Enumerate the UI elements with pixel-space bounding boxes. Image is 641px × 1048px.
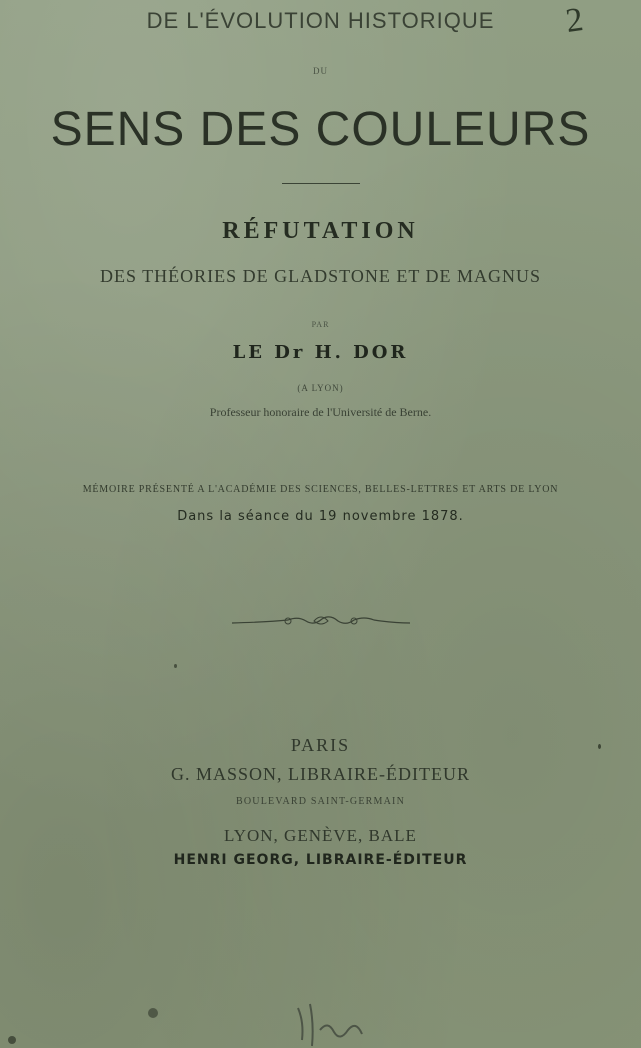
- author-name: LE Dr H. DOR: [232, 342, 409, 363]
- ornament-divider: [228, 612, 414, 630]
- ink-speck: [8, 1036, 16, 1044]
- publisher-city: PARIS: [290, 735, 351, 755]
- par-label: PAR: [311, 320, 330, 329]
- ink-speck: [148, 1008, 158, 1018]
- publisher-georg: HENRI GEORG, LIBRAIRE-ÉDITEUR: [173, 852, 468, 868]
- main-title: SENS DES COULEURS: [50, 103, 591, 156]
- handwritten-signature: [258, 1000, 388, 1048]
- title-rule-divider: [282, 183, 360, 184]
- author-location: (A LYON): [297, 383, 344, 393]
- du-label: DU: [313, 66, 328, 76]
- top-title: DE L'ÉVOLUTION HISTORIQUE: [146, 8, 495, 33]
- seance-line: Dans la séance du 19 novembre 1878.: [177, 509, 464, 524]
- ink-speck: [598, 744, 601, 749]
- memoire-line: MÉMOIRE PRÉSENTÉ A L'ACADÉMIE DES SCIENCES, BELLES-LETTRES ET ARTS DE LYON: [82, 484, 559, 495]
- ink-speck: [174, 664, 177, 668]
- page-number: 2: [563, 1, 586, 41]
- publisher-masson: G. MASSON, LIBRAIRE-ÉDITEUR: [171, 764, 470, 784]
- subtitle: RÉFUTATION: [222, 218, 419, 244]
- publisher-cities: LYON, GENÈVE, BALE: [224, 826, 417, 845]
- publisher-address: BOULEVARD SAINT-GERMAIN: [236, 796, 405, 807]
- theories-line: DES THÉORIES DE GLADSTONE ET DE MAGNUS: [99, 266, 541, 286]
- author-title: Professeur honoraire de l'Université de Berne.: [209, 405, 432, 419]
